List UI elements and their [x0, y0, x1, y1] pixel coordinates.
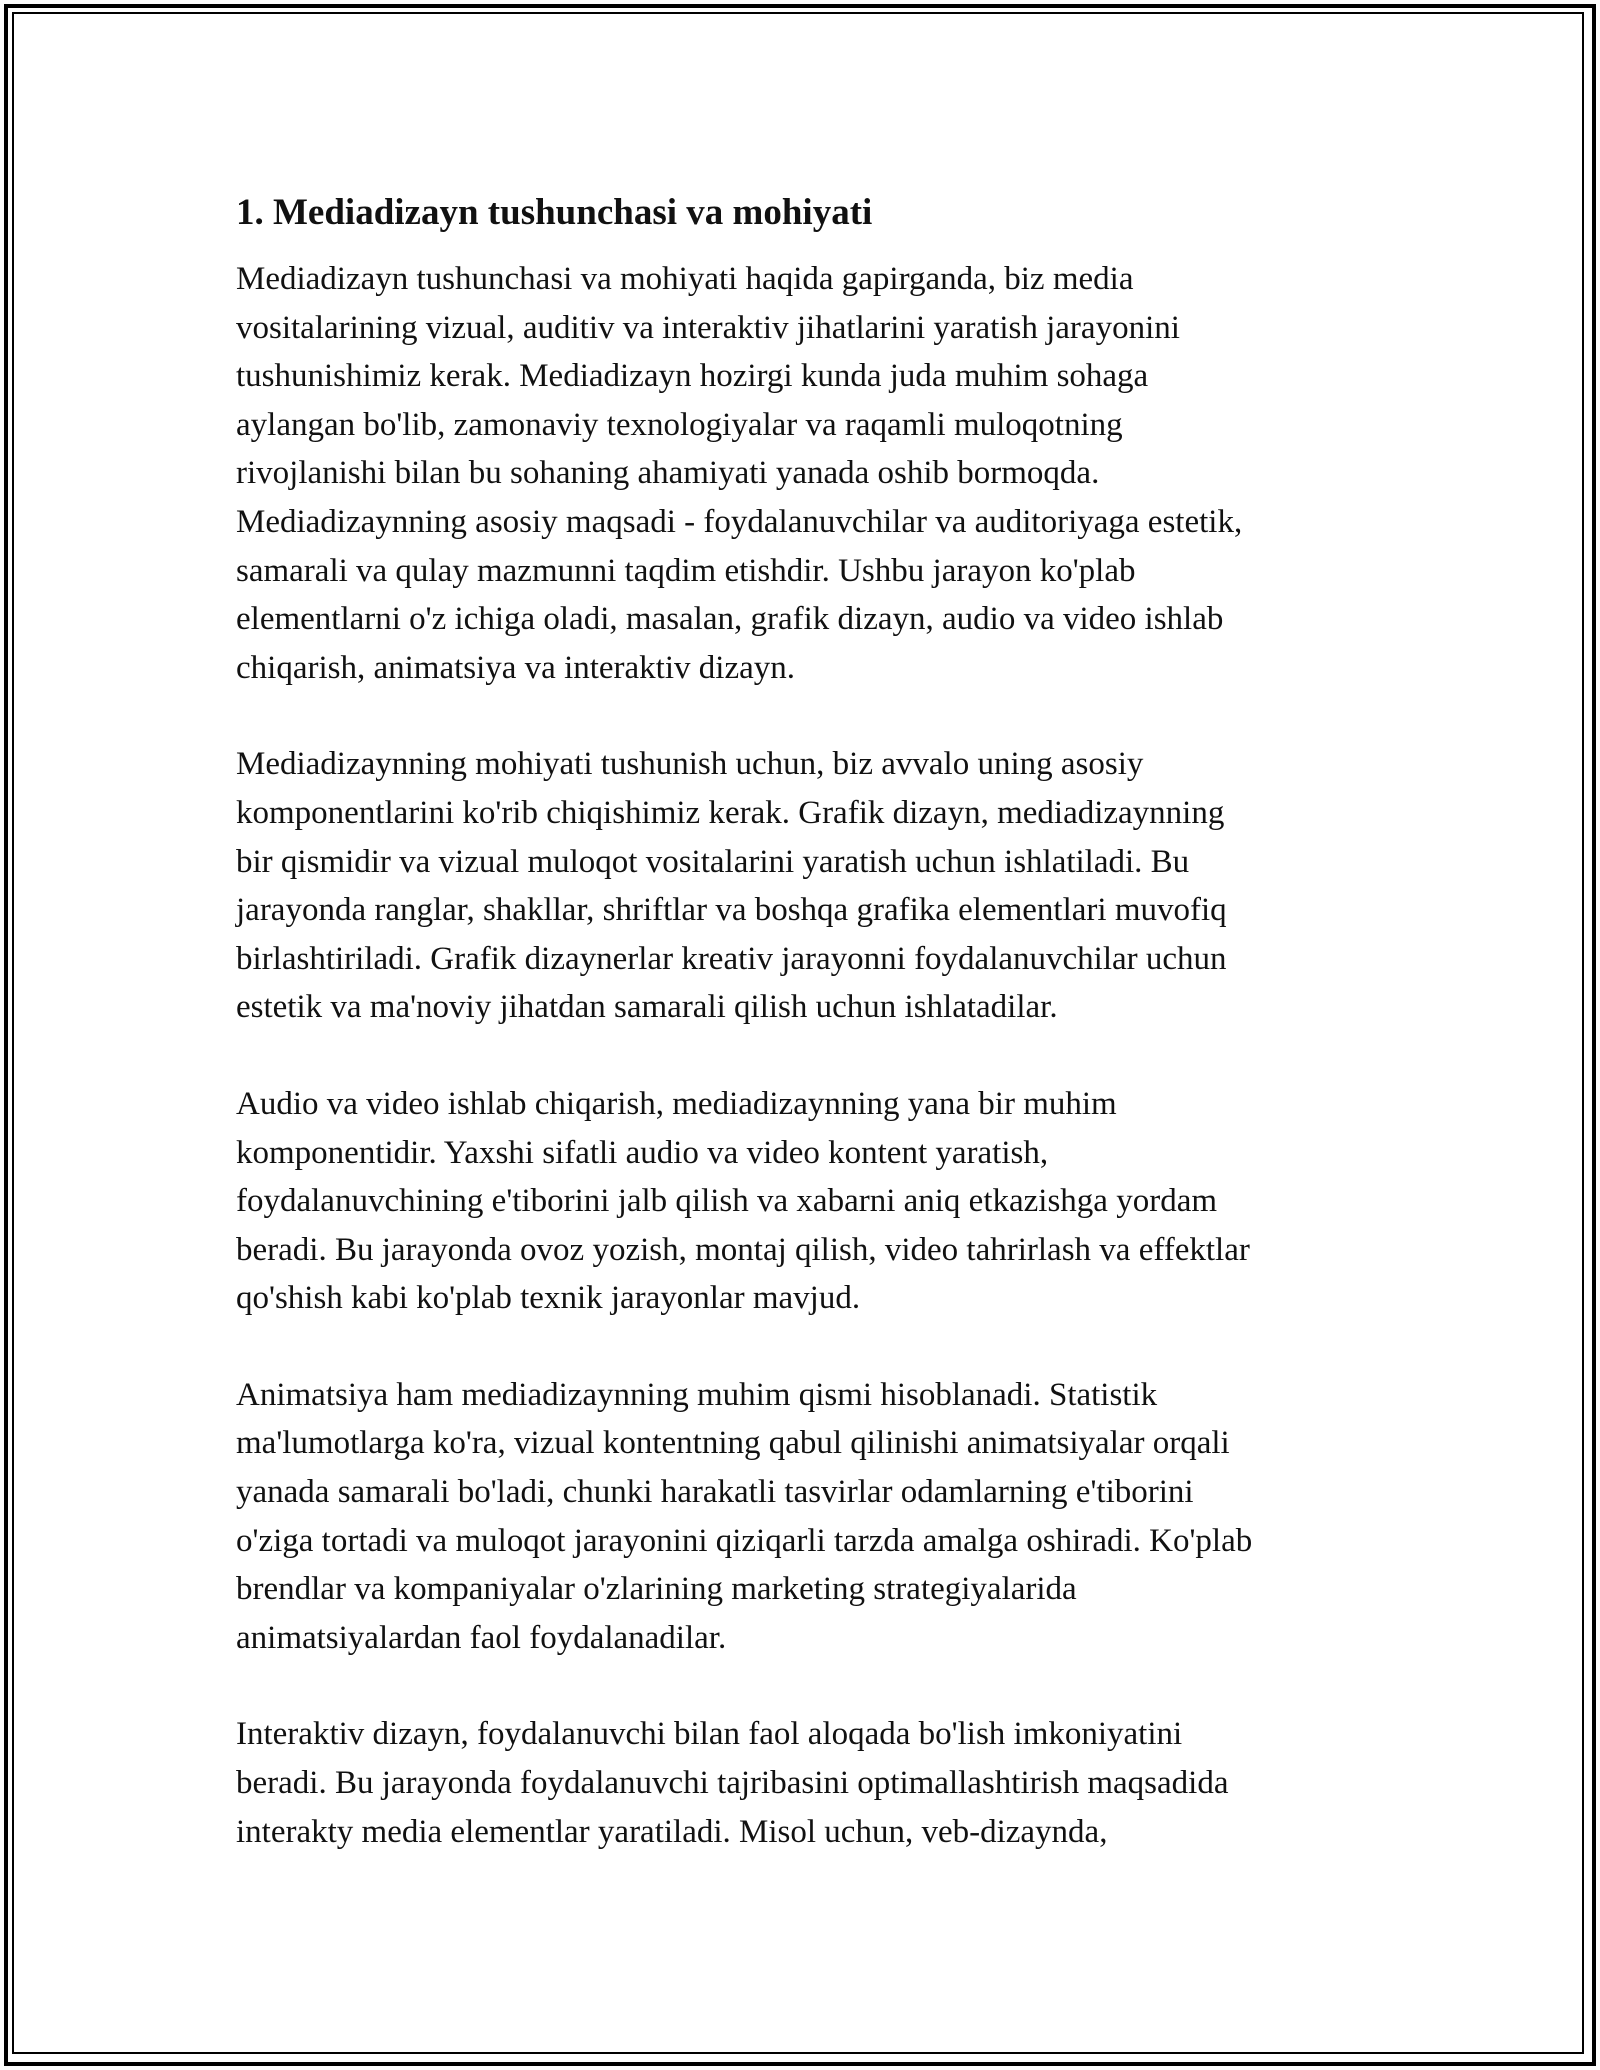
paragraph-2: Mediadizaynning mohiyati tushunish uchun, biz avvalo uning asosiy komponentlarini ko'rib chiqishimiz kerak. Grafik dizayn, mediadizaynning bir qismidir va vizual muloqot vositalarini yaratish uchun ishlatiladi. Bu jarayonda ranglar, shakllar, shriftlar va boshqa grafika elementlari muvofiq birlashtiriladi. Grafik dizaynerlar kreativ jarayonni foydalanuvchilar uchun estetik va ma'noviy jihatdan samarali qilish uchun ishlatadilar.: [236, 746, 1227, 1026]
paragraph-4: Animatsiya ham mediadizaynning muhim qismi hisoblanadi. Statistik ma'lumotlarga ko'ra, vizual kontentning qabul qilinishi animatsiyalar orqali yanada samarali bo'ladi, chunki harakatli tasvirlar odamlarning e'tiborini o'ziga tortadi va muloqot jarayonini qiziqarli tarzda amalga oshiradi. Ko'plab brendlar va kompaniyalar o'zlarining marketing strategiyalarida animatsiyalardan faol foydalanadilar.: [236, 1376, 1253, 1656]
section-heading: 1. Mediadizayn tushunchasi va mohiyati: [236, 192, 873, 233]
document-body: [236, 187, 1376, 1904]
paragraph-1: Mediadizayn tushunchasi va mohiyati haqida gapirganda, biz media vositalarining vizual, auditiv va interaktiv jihatlarini yaratish jarayonini tushunishimiz kerak. Mediadizayn hozirgi kunda juda muhim sohaga aylangan bo'lib, zamonaviy texnologiyalar va raqamli muloqotning rivojlanishi bilan bu sohaning ahamiyati yanada oshib bormoqda. Mediadizaynning asosiy maqsadi - foydalanuvchilar va auditoriyaga estetik, samarali va qulay mazmunni taqdim etishdir. Ushbu jarayon ko'plab elementlarni o'z ichiga oladi, masalan, grafik dizayn, audio va video ishlab chiqarish, animatsiya va interaktiv dizayn.: [236, 261, 1243, 686]
paragraph-5: Interaktiv dizayn, foydalanuvchi bilan faol aloqada bo'lish imkoniyatini beradi. Bu jarayonda foydalanuvchi tajribasini optimallashtirish maqsadida interakty media elementlar yaratiladi. Misol uchun, veb-dizaynda,: [236, 1716, 1229, 1850]
paragraph-3: Audio va video ishlab chiqarish, mediadizaynning yana bir muhim komponentidir. Yaxshi sifatli audio va video kontent yaratish, foydalanuvchining e'tiborini jalb qilish va xabarni aniq etkazishga yordam beradi. Bu jarayonda ovoz yozish, montaj qilish, video tahrirlash va effektlar qo'shish kabi ko'plab texnik jarayonlar mavjud.: [236, 1085, 1250, 1317]
